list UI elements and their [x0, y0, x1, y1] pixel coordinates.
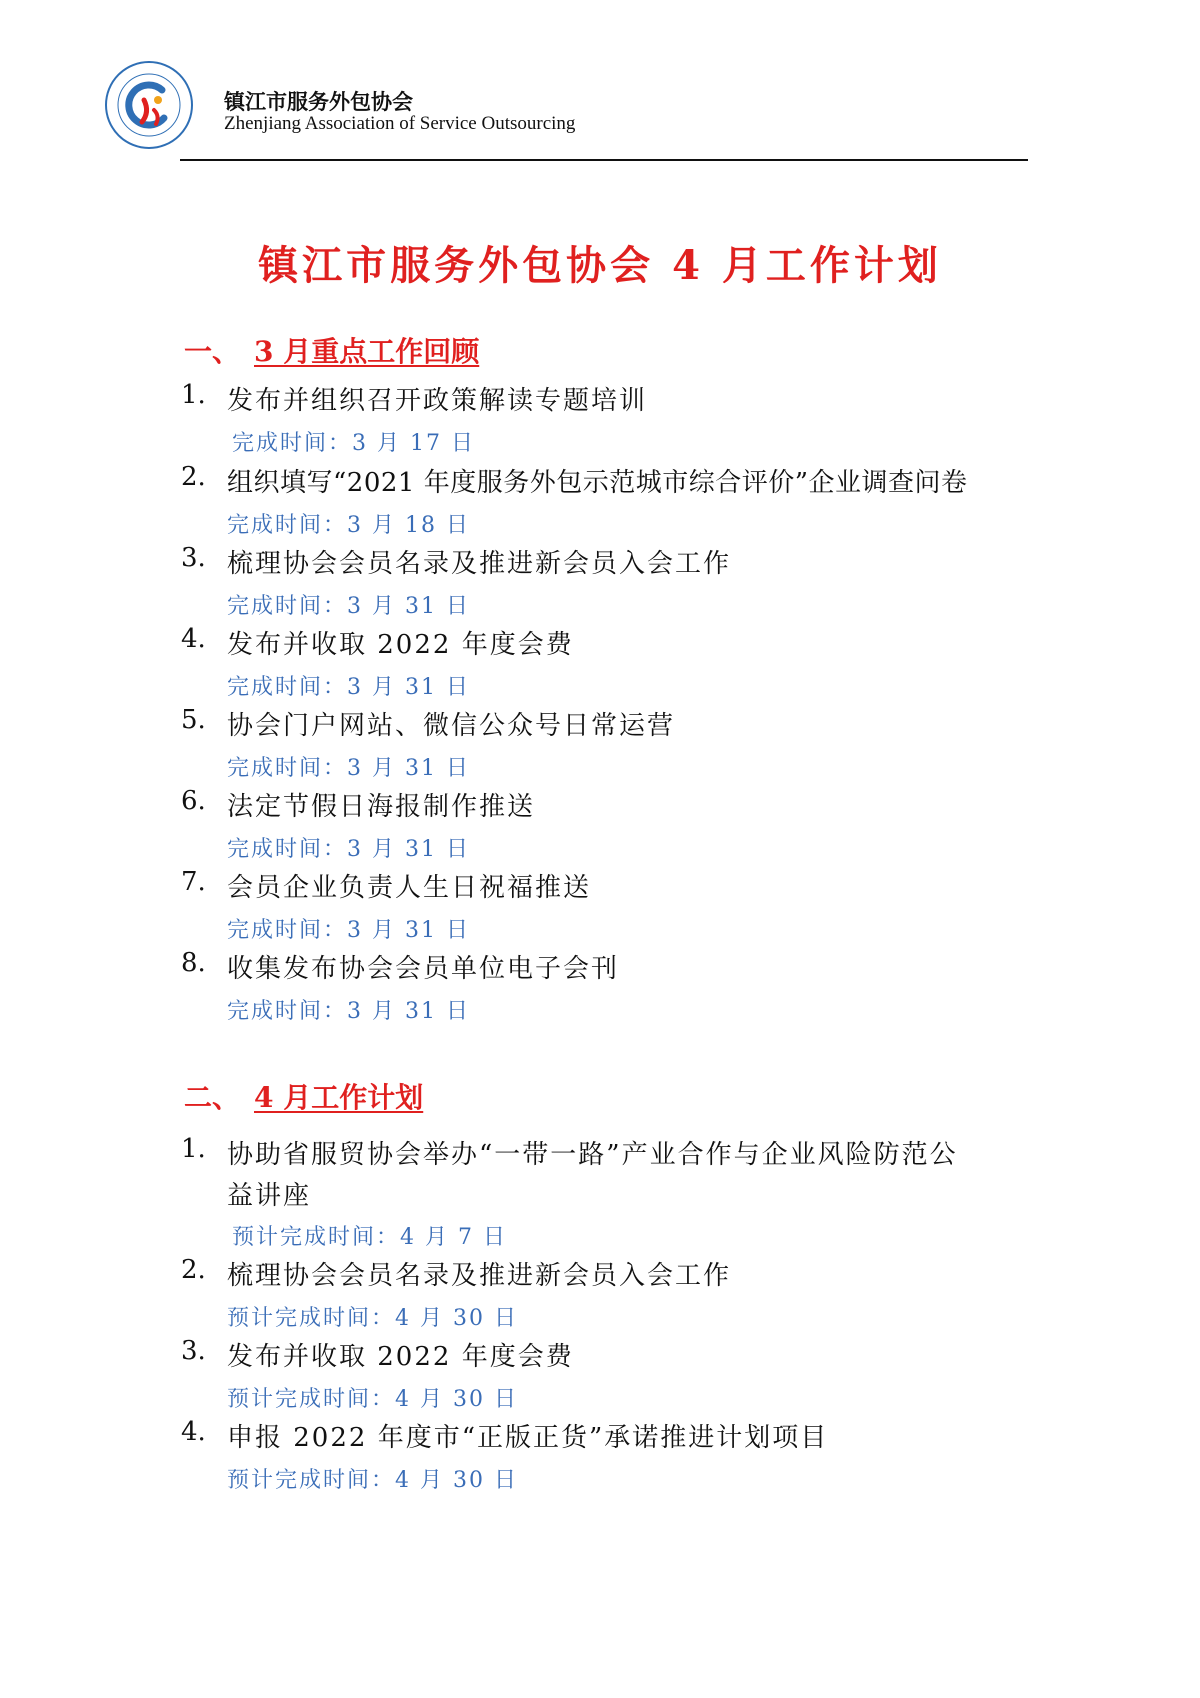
document-title: 镇江市服务外包协会 4 月工作计划: [258, 242, 942, 289]
completion-time: 预计完成时间：4 月 30 日: [227, 1306, 518, 1331]
section-number: 二、: [184, 1081, 241, 1114]
completion-time: 完成时间：3 月 31 日: [227, 594, 470, 619]
completion-time: 完成时间：3 月 31 日: [227, 999, 470, 1024]
section-title: 4 月工作计划: [254, 1081, 424, 1114]
item-number: 7.: [181, 867, 206, 897]
section-1-heading: [184, 330, 479, 370]
item-text: 法定节假日海报制作推送: [227, 792, 536, 822]
item-number: 2.: [181, 1255, 206, 1285]
completion-time: 预计完成时间：4 月 7 日: [232, 1225, 507, 1250]
item-number: 1.: [181, 1134, 206, 1164]
section-title: 3 月重点工作回顾: [254, 335, 480, 368]
item-text: 发布并收取 2022 年度会费: [227, 1342, 574, 1372]
item-number: 8.: [181, 948, 206, 978]
completion-time: 完成时间：3 月 31 日: [227, 756, 470, 781]
completion-time: 完成时间：3 月 31 日: [227, 837, 470, 862]
item-text: 会员企业负责人生日祝福推送: [227, 873, 592, 903]
org-name-cn: 镇江市服务外包协会: [224, 90, 413, 114]
header-divider: [180, 159, 1028, 161]
item-text: 梳理协会会员名录及推进新会员入会工作: [227, 1261, 732, 1291]
item-number: 6.: [181, 786, 206, 816]
section-number: 一、: [184, 335, 241, 368]
item-number: 5.: [181, 705, 206, 735]
item-text: 协会门户网站、微信公众号日常运营: [227, 711, 676, 741]
completion-time: 预计完成时间：4 月 30 日: [227, 1468, 518, 1493]
item-text: 收集发布协会会员单位电子会刊: [227, 954, 620, 984]
item-text: 发布并收取 2022 年度会费: [227, 630, 574, 660]
completion-time: 完成时间：3 月 31 日: [227, 918, 470, 943]
item-number: 1.: [181, 380, 206, 410]
item-text: 申报 2022 年度市“正版正货”承诺推进计划项目: [227, 1423, 829, 1453]
item-number: 3.: [181, 543, 206, 573]
item-text: 发布并组织召开政策解读专题培训: [227, 386, 648, 416]
item-text: 组织填写“2021 年度服务外包示范城市综合评价”企业调查问卷: [227, 468, 968, 498]
completion-time: 完成时间：3 月 17 日: [232, 431, 475, 456]
item-number: 4.: [181, 624, 206, 654]
item-number: 2.: [181, 462, 206, 492]
item-text-line-1: 协助省服贸协会举办“一带一路”产业合作与企业风险防范公: [227, 1140, 958, 1170]
item-text: 梳理协会会员名录及推进新会员入会工作: [227, 549, 732, 579]
org-name-en: Zhenjiang Association of Service Outsourcing: [224, 113, 576, 134]
section-2-heading: [184, 1076, 423, 1116]
completion-time: 预计完成时间：4 月 30 日: [227, 1387, 518, 1412]
item-text-line-2: 益讲座: [227, 1181, 312, 1211]
association-logo: [104, 60, 194, 150]
completion-time: 完成时间：3 月 18 日: [227, 513, 470, 538]
item-number: 3.: [181, 1336, 206, 1366]
completion-time: 完成时间：3 月 31 日: [227, 675, 470, 700]
item-number: 4.: [181, 1417, 206, 1447]
